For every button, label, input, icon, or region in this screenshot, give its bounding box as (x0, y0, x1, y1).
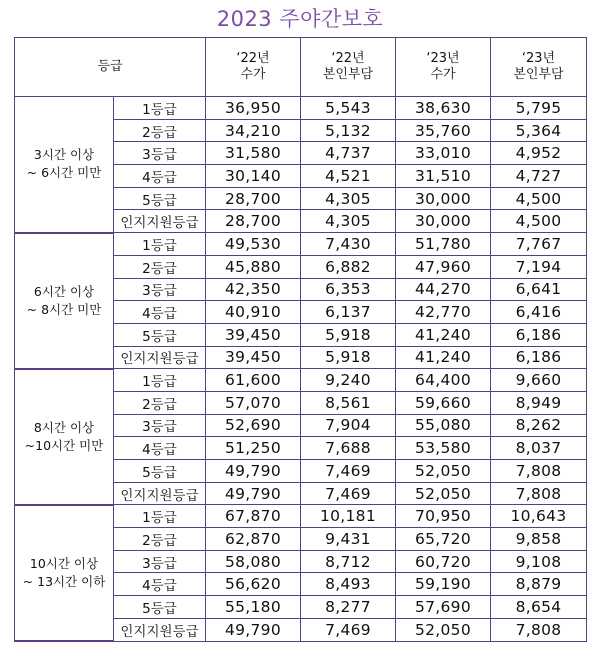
copay-2023-cell: 7,808 (491, 618, 587, 641)
copay-2023-cell: 8,037 (491, 437, 587, 460)
copay-2023-cell: 7,808 (491, 482, 587, 505)
fee-2023-cell: 64,400 (396, 369, 491, 392)
time-band-line1: 10시간 이상 (29, 555, 99, 571)
copay-2023-cell: 4,500 (491, 187, 587, 210)
copay-2022-cell: 7,430 (301, 233, 396, 256)
fee-2022-cell: 36,950 (206, 97, 301, 120)
copay-2023-cell: 8,879 (491, 573, 587, 596)
copay-2022-cell: 5,543 (301, 97, 396, 120)
header-label: 수가 (240, 67, 266, 82)
grade-cell: 4등급 (114, 165, 206, 188)
grade-cell: 2등급 (114, 391, 206, 414)
copay-2023-cell: 4,500 (491, 210, 587, 233)
time-band-label (15, 233, 114, 369)
fee-2023-cell: 59,660 (396, 391, 491, 414)
copay-2022-cell: 6,882 (301, 255, 396, 278)
fee-2022-cell: 45,880 (206, 255, 301, 278)
time-band-line1: 3시간 이상 (33, 147, 95, 163)
fee-2023-cell: 44,270 (396, 278, 491, 301)
copay-2022-cell: 4,305 (301, 187, 396, 210)
header-year: ‘23년 (426, 51, 460, 66)
copay-2023-cell: 7,194 (491, 255, 587, 278)
time-band-line2: ~ 6시간 미만 (26, 165, 102, 181)
fee-2022-cell: 56,620 (206, 573, 301, 596)
fee-2022-cell: 52,690 (206, 414, 301, 437)
fee-2023-cell: 31,510 (396, 165, 491, 188)
header-2022-copay (301, 38, 396, 97)
copay-2023-cell: 7,767 (491, 233, 587, 256)
copay-2022-cell: 7,904 (301, 414, 396, 437)
copay-2022-cell: 8,493 (301, 573, 396, 596)
grade-cell: 3등급 (114, 278, 206, 301)
copay-2023-cell: 4,952 (491, 142, 587, 165)
copay-2022-cell: 8,712 (301, 550, 396, 573)
time-band-line1: 8시간 이상 (33, 419, 95, 435)
copay-2023-cell: 6,186 (491, 323, 587, 346)
fee-2023-cell: 41,240 (396, 346, 491, 369)
fee-2022-cell: 34,210 (206, 119, 301, 142)
grade-cell: 1등급 (114, 97, 206, 120)
fee-2023-cell: 52,050 (396, 482, 491, 505)
time-band-label (15, 97, 114, 233)
fee-2022-cell: 49,790 (206, 482, 301, 505)
fee-2023-cell: 30,000 (396, 210, 491, 233)
fee-2023-cell: 70,950 (396, 505, 491, 528)
copay-2023-cell: 9,660 (491, 369, 587, 392)
copay-2023-cell: 6,641 (491, 278, 587, 301)
table-row (15, 505, 587, 528)
fee-2022-cell: 61,600 (206, 369, 301, 392)
fee-2022-cell: 39,450 (206, 346, 301, 369)
copay-2022-cell: 5,132 (301, 119, 396, 142)
fee-2023-cell: 59,190 (396, 573, 491, 596)
copay-2023-cell: 4,727 (491, 165, 587, 188)
copay-2023-cell: 7,808 (491, 460, 587, 483)
fee-2022-cell: 58,080 (206, 550, 301, 573)
fee-2023-cell: 60,720 (396, 550, 491, 573)
fee-2023-cell: 38,630 (396, 97, 491, 120)
fee-2022-cell: 62,870 (206, 528, 301, 551)
fee-2022-cell: 30,140 (206, 165, 301, 188)
grade-cell: 4등급 (114, 301, 206, 324)
fee-2023-cell: 51,780 (396, 233, 491, 256)
header-2022-fee (206, 38, 301, 97)
time-band-label (15, 369, 114, 505)
copay-2022-cell: 7,688 (301, 437, 396, 460)
copay-2023-cell: 8,949 (491, 391, 587, 414)
copay-2022-cell: 7,469 (301, 460, 396, 483)
copay-2022-cell: 5,918 (301, 346, 396, 369)
fee-2023-cell: 55,080 (396, 414, 491, 437)
copay-2022-cell: 8,561 (301, 391, 396, 414)
grade-cell: 1등급 (114, 505, 206, 528)
fee-2023-cell: 42,770 (396, 301, 491, 324)
grade-cell: 3등급 (114, 414, 206, 437)
header-grade: 등급 (15, 38, 206, 97)
fee-2023-cell: 57,690 (396, 596, 491, 619)
copay-2022-cell: 9,431 (301, 528, 396, 551)
fee-2022-cell: 39,450 (206, 323, 301, 346)
copay-2023-cell: 9,858 (491, 528, 587, 551)
header-label: 본인부담 (513, 67, 564, 82)
grade-cell: 4등급 (114, 573, 206, 596)
fee-2022-cell: 67,870 (206, 505, 301, 528)
fee-2022-cell: 28,700 (206, 187, 301, 210)
grade-cell: 5등급 (114, 596, 206, 619)
copay-2023-cell: 8,262 (491, 414, 587, 437)
fee-table (14, 37, 587, 642)
copay-2022-cell: 5,918 (301, 323, 396, 346)
table-row (15, 233, 587, 256)
fee-2022-cell: 49,790 (206, 618, 301, 641)
table-row (15, 97, 587, 120)
fee-2023-cell: 52,050 (396, 460, 491, 483)
copay-2022-cell: 4,737 (301, 142, 396, 165)
grade-cell: 3등급 (114, 142, 206, 165)
fee-2023-cell: 33,010 (396, 142, 491, 165)
grade-cell: 5등급 (114, 323, 206, 346)
grade-cell: 인지지원등급 (114, 618, 206, 641)
grade-cell: 2등급 (114, 119, 206, 142)
header-label: 수가 (430, 67, 456, 82)
fee-2022-cell: 28,700 (206, 210, 301, 233)
header-label: 본인부담 (322, 67, 374, 82)
fee-2023-cell: 47,960 (396, 255, 491, 278)
copay-2022-cell: 9,240 (301, 369, 396, 392)
copay-2023-cell: 10,643 (491, 505, 587, 528)
copay-2022-cell: 6,137 (301, 301, 396, 324)
copay-2022-cell: 7,469 (301, 482, 396, 505)
fee-2023-cell: 41,240 (396, 323, 491, 346)
fee-2022-cell: 51,250 (206, 437, 301, 460)
fee-2023-cell: 53,580 (396, 437, 491, 460)
copay-2022-cell: 10,181 (301, 505, 396, 528)
fee-2023-cell: 35,760 (396, 119, 491, 142)
grade-cell: 1등급 (114, 369, 206, 392)
header-year: ‘22년 (236, 51, 270, 66)
grade-cell: 인지지원등급 (114, 482, 206, 505)
header-2023-fee (396, 38, 491, 97)
copay-2022-cell: 4,521 (301, 165, 396, 188)
grade-cell: 5등급 (114, 187, 206, 210)
fee-2022-cell: 49,530 (206, 233, 301, 256)
fee-2023-cell: 65,720 (396, 528, 491, 551)
fee-2022-cell: 57,070 (206, 391, 301, 414)
fee-2022-cell: 42,350 (206, 278, 301, 301)
header-row (15, 38, 587, 97)
grade-cell: 3등급 (114, 550, 206, 573)
copay-2023-cell: 8,654 (491, 596, 587, 619)
grade-cell: 2등급 (114, 255, 206, 278)
grade-cell: 인지지원등급 (114, 346, 206, 369)
fee-2022-cell: 40,910 (206, 301, 301, 324)
table-body (15, 97, 587, 642)
time-band-line2: ~ 8시간 미만 (26, 301, 102, 317)
copay-2022-cell: 6,353 (301, 278, 396, 301)
grade-cell: 1등급 (114, 233, 206, 256)
fee-2023-cell: 30,000 (396, 187, 491, 210)
table-row (15, 369, 587, 392)
time-band-line1: 6시간 이상 (33, 283, 95, 299)
fee-2022-cell: 31,580 (206, 142, 301, 165)
copay-2023-cell: 6,186 (491, 346, 587, 369)
fee-2023-cell: 52,050 (396, 618, 491, 641)
grade-cell: 5등급 (114, 460, 206, 483)
time-band-label (15, 505, 114, 641)
copay-2023-cell: 5,795 (491, 97, 587, 120)
fee-2022-cell: 49,790 (206, 460, 301, 483)
fee-2022-cell: 55,180 (206, 596, 301, 619)
copay-2022-cell: 4,305 (301, 210, 396, 233)
grade-cell: 인지지원등급 (114, 210, 206, 233)
grade-cell: 2등급 (114, 528, 206, 551)
header-2023-copay (491, 38, 587, 97)
copay-2022-cell: 8,277 (301, 596, 396, 619)
copay-2022-cell: 7,469 (301, 618, 396, 641)
time-band-line2: ~10시간 미만 (24, 437, 104, 453)
copay-2023-cell: 6,416 (491, 301, 587, 324)
header-year: ‘23년 (521, 51, 556, 66)
time-band-line2: ~ 13시간 이하 (22, 573, 106, 589)
copay-2023-cell: 9,108 (491, 550, 587, 573)
page-title: 2023 주야간보호 (216, 7, 384, 31)
header-year: ‘22년 (331, 51, 365, 66)
copay-2023-cell: 5,364 (491, 119, 587, 142)
grade-cell: 4등급 (114, 437, 206, 460)
